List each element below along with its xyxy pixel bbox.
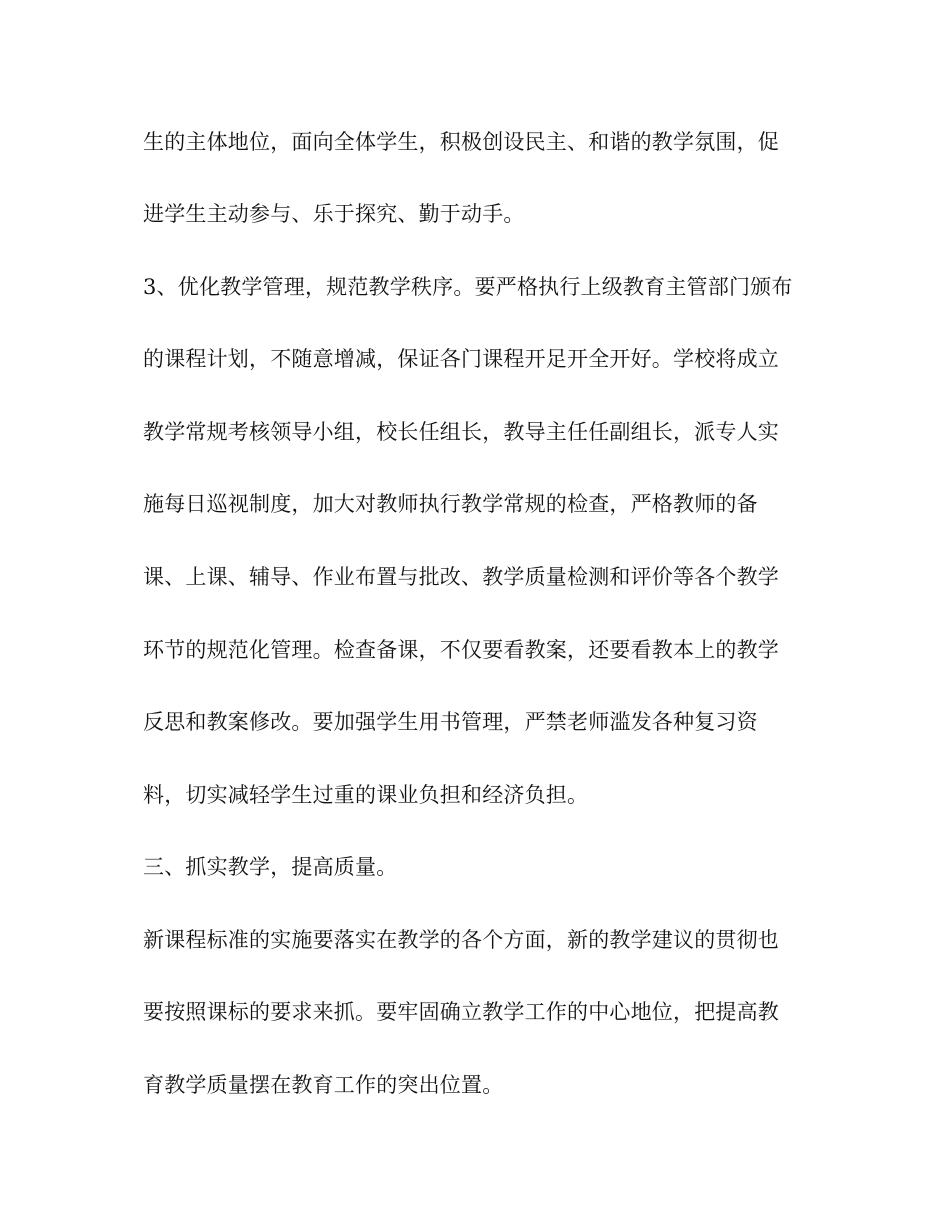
paragraph-line: 新课程标准的实施要落实在教学的各个方面，新的教学建议的贯彻也 bbox=[143, 928, 779, 952]
paragraph-line: 要按照课标的要求来抓。要牢固确立教学工作的中心地位，把提高教 bbox=[143, 1000, 779, 1024]
paragraph-line: 环节的规范化管理。检查备课，不仅要看教案，还要看教本上的教学 bbox=[143, 638, 779, 662]
paragraph-line: 3、优化教学管理，规范教学秩序。要严格执行上级教育主管部门颁布 bbox=[143, 275, 793, 299]
paragraph-line: 育教学质量摆在教育工作的突出位置。 bbox=[143, 1073, 504, 1097]
paragraph-line: 教学常规考核领导小组，校长任组长，教导主任任副组长，派专人实 bbox=[143, 420, 779, 444]
paragraph-line: 施每日巡视制度，加大对教师执行教学常规的检查，严格教师的备 bbox=[143, 492, 758, 516]
paragraph-line: 进学生主动参与、乐于探究、勤于动手。 bbox=[143, 202, 525, 226]
paragraph-line: 课、上课、辅导、作业布置与批改、教学质量检测和评价等各个教学 bbox=[143, 565, 779, 589]
paragraph-line: 反思和教案修改。要加强学生用书管理，严禁老师滥发各种复习资 bbox=[143, 710, 758, 734]
paragraph-line: 生的主体地位，面向全体学生，积极创设民主、和谐的教学氛围，促 bbox=[143, 130, 779, 154]
section-heading: 三、抓实教学，提高质量。 bbox=[143, 855, 398, 879]
paragraph-line: 料，切实减轻学生过重的课业负担和经济负担。 bbox=[143, 783, 589, 807]
paragraph-line: 的课程计划，不随意增减，保证各门课程开足开全开好。学校将成立 bbox=[143, 347, 779, 371]
